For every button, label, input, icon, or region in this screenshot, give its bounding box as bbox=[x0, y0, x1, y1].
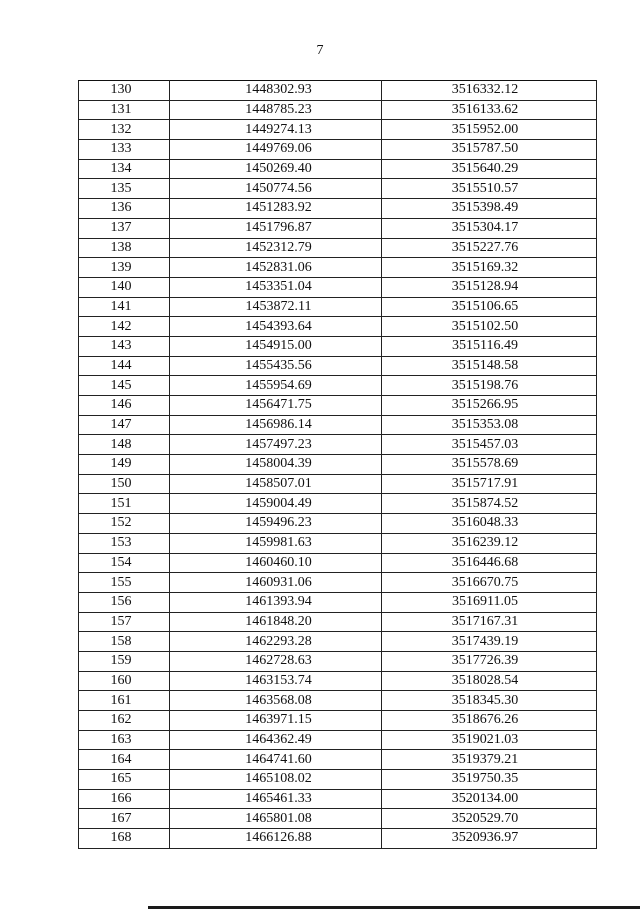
y-coordinate-cell: 3515102.50 bbox=[382, 317, 597, 337]
table-row bbox=[79, 376, 597, 396]
table-row bbox=[79, 711, 597, 731]
point-number-cell: 167 bbox=[79, 809, 170, 829]
point-number-cell: 156 bbox=[79, 592, 170, 612]
y-coordinate-cell: 3515874.52 bbox=[382, 494, 597, 514]
table-row bbox=[79, 573, 597, 593]
y-coordinate-cell: 3516133.62 bbox=[382, 100, 597, 120]
point-number-cell: 133 bbox=[79, 140, 170, 160]
point-number-cell: 157 bbox=[79, 612, 170, 632]
y-coordinate-cell: 3515353.08 bbox=[382, 415, 597, 435]
table-row bbox=[79, 612, 597, 632]
table-row bbox=[79, 435, 597, 455]
x-coordinate-cell: 1453351.04 bbox=[170, 277, 382, 297]
y-coordinate-cell: 3515106.65 bbox=[382, 297, 597, 317]
point-number-cell: 159 bbox=[79, 651, 170, 671]
x-coordinate-cell: 1452312.79 bbox=[170, 238, 382, 258]
y-coordinate-cell: 3517167.31 bbox=[382, 612, 597, 632]
y-coordinate-cell: 3517726.39 bbox=[382, 651, 597, 671]
page-number: 7 bbox=[316, 43, 324, 58]
bottom-rule bbox=[148, 906, 640, 909]
table-row bbox=[79, 691, 597, 711]
y-coordinate-cell: 3515717.91 bbox=[382, 474, 597, 494]
y-coordinate-cell: 3515457.03 bbox=[382, 435, 597, 455]
y-coordinate-cell: 3515398.49 bbox=[382, 199, 597, 219]
x-coordinate-cell: 1465461.33 bbox=[170, 789, 382, 809]
x-coordinate-cell: 1462293.28 bbox=[170, 632, 382, 652]
x-coordinate-cell: 1449274.13 bbox=[170, 120, 382, 140]
point-number-cell: 152 bbox=[79, 514, 170, 534]
table-row bbox=[79, 159, 597, 179]
table-row bbox=[79, 770, 597, 790]
y-coordinate-cell: 3515128.94 bbox=[382, 277, 597, 297]
table-row bbox=[79, 455, 597, 475]
x-coordinate-cell: 1454393.64 bbox=[170, 317, 382, 337]
x-coordinate-cell: 1463153.74 bbox=[170, 671, 382, 691]
y-coordinate-cell: 3515952.00 bbox=[382, 120, 597, 140]
x-coordinate-cell: 1448302.93 bbox=[170, 81, 382, 101]
table-row bbox=[79, 81, 597, 101]
point-number-cell: 139 bbox=[79, 258, 170, 278]
table-row bbox=[79, 651, 597, 671]
x-coordinate-cell: 1455435.56 bbox=[170, 356, 382, 376]
y-coordinate-cell: 3519379.21 bbox=[382, 750, 597, 770]
x-coordinate-cell: 1449769.06 bbox=[170, 140, 382, 160]
table-row bbox=[79, 592, 597, 612]
point-number-cell: 136 bbox=[79, 199, 170, 219]
x-coordinate-cell: 1456986.14 bbox=[170, 415, 382, 435]
y-coordinate-cell: 3515640.29 bbox=[382, 159, 597, 179]
point-number-cell: 147 bbox=[79, 415, 170, 435]
point-number-cell: 149 bbox=[79, 455, 170, 475]
point-number-cell: 148 bbox=[79, 435, 170, 455]
point-number-cell: 146 bbox=[79, 396, 170, 416]
coordinates-table-body bbox=[79, 81, 597, 849]
x-coordinate-cell: 1465108.02 bbox=[170, 770, 382, 790]
table-row bbox=[79, 238, 597, 258]
point-number-cell: 138 bbox=[79, 238, 170, 258]
x-coordinate-cell: 1451796.87 bbox=[170, 218, 382, 238]
table-row bbox=[79, 218, 597, 238]
table-row bbox=[79, 671, 597, 691]
table-row bbox=[79, 829, 597, 849]
table-row bbox=[79, 258, 597, 278]
point-number-cell: 158 bbox=[79, 632, 170, 652]
table-row bbox=[79, 396, 597, 416]
table-row bbox=[79, 199, 597, 219]
point-number-cell: 161 bbox=[79, 691, 170, 711]
table-row bbox=[79, 494, 597, 514]
point-number-cell: 151 bbox=[79, 494, 170, 514]
table-row bbox=[79, 632, 597, 652]
x-coordinate-cell: 1458004.39 bbox=[170, 455, 382, 475]
point-number-cell: 145 bbox=[79, 376, 170, 396]
y-coordinate-cell: 3516911.05 bbox=[382, 592, 597, 612]
table-row bbox=[79, 277, 597, 297]
x-coordinate-cell: 1453872.11 bbox=[170, 297, 382, 317]
x-coordinate-cell: 1459981.63 bbox=[170, 533, 382, 553]
table-row bbox=[79, 356, 597, 376]
x-coordinate-cell: 1460931.06 bbox=[170, 573, 382, 593]
point-number-cell: 141 bbox=[79, 297, 170, 317]
point-number-cell: 168 bbox=[79, 829, 170, 849]
table-row bbox=[79, 750, 597, 770]
y-coordinate-cell: 3515227.76 bbox=[382, 238, 597, 258]
table-row bbox=[79, 140, 597, 160]
y-coordinate-cell: 3515304.17 bbox=[382, 218, 597, 238]
point-number-cell: 135 bbox=[79, 179, 170, 199]
point-number-cell: 163 bbox=[79, 730, 170, 750]
y-coordinate-cell: 3515510.57 bbox=[382, 179, 597, 199]
point-number-cell: 155 bbox=[79, 573, 170, 593]
x-coordinate-cell: 1466126.88 bbox=[170, 829, 382, 849]
x-coordinate-cell: 1463568.08 bbox=[170, 691, 382, 711]
x-coordinate-cell: 1465801.08 bbox=[170, 809, 382, 829]
point-number-cell: 154 bbox=[79, 553, 170, 573]
x-coordinate-cell: 1455954.69 bbox=[170, 376, 382, 396]
y-coordinate-cell: 3520134.00 bbox=[382, 789, 597, 809]
point-number-cell: 165 bbox=[79, 770, 170, 790]
y-coordinate-cell: 3516670.75 bbox=[382, 573, 597, 593]
point-number-cell: 166 bbox=[79, 789, 170, 809]
point-number-cell: 144 bbox=[79, 356, 170, 376]
x-coordinate-cell: 1448785.23 bbox=[170, 100, 382, 120]
x-coordinate-cell: 1451283.92 bbox=[170, 199, 382, 219]
table-row bbox=[79, 100, 597, 120]
table-row bbox=[79, 553, 597, 573]
x-coordinate-cell: 1461848.20 bbox=[170, 612, 382, 632]
point-number-cell: 164 bbox=[79, 750, 170, 770]
x-coordinate-cell: 1450269.40 bbox=[170, 159, 382, 179]
point-number-cell: 162 bbox=[79, 711, 170, 731]
point-number-cell: 142 bbox=[79, 317, 170, 337]
point-number-cell: 131 bbox=[79, 100, 170, 120]
y-coordinate-cell: 3520529.70 bbox=[382, 809, 597, 829]
y-coordinate-cell: 3519750.35 bbox=[382, 770, 597, 790]
table-row bbox=[79, 533, 597, 553]
point-number-cell: 132 bbox=[79, 120, 170, 140]
table-row bbox=[79, 474, 597, 494]
y-coordinate-cell: 3516048.33 bbox=[382, 514, 597, 534]
table-row bbox=[79, 809, 597, 829]
table-row bbox=[79, 297, 597, 317]
y-coordinate-cell: 3517439.19 bbox=[382, 632, 597, 652]
y-coordinate-cell: 3516239.12 bbox=[382, 533, 597, 553]
y-coordinate-cell: 3515198.76 bbox=[382, 376, 597, 396]
point-number-cell: 130 bbox=[79, 81, 170, 101]
y-coordinate-cell: 3516446.68 bbox=[382, 553, 597, 573]
y-coordinate-cell: 3519021.03 bbox=[382, 730, 597, 750]
table-row bbox=[79, 317, 597, 337]
y-coordinate-cell: 3515266.95 bbox=[382, 396, 597, 416]
table-row bbox=[79, 120, 597, 140]
y-coordinate-cell: 3515787.50 bbox=[382, 140, 597, 160]
x-coordinate-cell: 1452831.06 bbox=[170, 258, 382, 278]
y-coordinate-cell: 3520936.97 bbox=[382, 829, 597, 849]
x-coordinate-cell: 1464362.49 bbox=[170, 730, 382, 750]
x-coordinate-cell: 1450774.56 bbox=[170, 179, 382, 199]
x-coordinate-cell: 1460460.10 bbox=[170, 553, 382, 573]
y-coordinate-cell: 3518028.54 bbox=[382, 671, 597, 691]
point-number-cell: 150 bbox=[79, 474, 170, 494]
y-coordinate-cell: 3516332.12 bbox=[382, 81, 597, 101]
x-coordinate-cell: 1458507.01 bbox=[170, 474, 382, 494]
x-coordinate-cell: 1457497.23 bbox=[170, 435, 382, 455]
x-coordinate-cell: 1463971.15 bbox=[170, 711, 382, 731]
y-coordinate-cell: 3518676.26 bbox=[382, 711, 597, 731]
coordinates-table-container bbox=[78, 80, 597, 849]
table-row bbox=[79, 514, 597, 534]
point-number-cell: 143 bbox=[79, 336, 170, 356]
point-number-cell: 153 bbox=[79, 533, 170, 553]
y-coordinate-cell: 3515116.49 bbox=[382, 336, 597, 356]
point-number-cell: 134 bbox=[79, 159, 170, 179]
y-coordinate-cell: 3515578.69 bbox=[382, 455, 597, 475]
table-row bbox=[79, 336, 597, 356]
x-coordinate-cell: 1456471.75 bbox=[170, 396, 382, 416]
table-row bbox=[79, 415, 597, 435]
point-number-cell: 140 bbox=[79, 277, 170, 297]
x-coordinate-cell: 1464741.60 bbox=[170, 750, 382, 770]
y-coordinate-cell: 3515148.58 bbox=[382, 356, 597, 376]
table-row bbox=[79, 730, 597, 750]
x-coordinate-cell: 1459496.23 bbox=[170, 514, 382, 534]
x-coordinate-cell: 1454915.00 bbox=[170, 336, 382, 356]
point-number-cell: 160 bbox=[79, 671, 170, 691]
coordinates-table bbox=[78, 80, 597, 849]
x-coordinate-cell: 1462728.63 bbox=[170, 651, 382, 671]
x-coordinate-cell: 1459004.49 bbox=[170, 494, 382, 514]
x-coordinate-cell: 1461393.94 bbox=[170, 592, 382, 612]
table-row bbox=[79, 789, 597, 809]
point-number-cell: 137 bbox=[79, 218, 170, 238]
y-coordinate-cell: 3518345.30 bbox=[382, 691, 597, 711]
y-coordinate-cell: 3515169.32 bbox=[382, 258, 597, 278]
table-row bbox=[79, 179, 597, 199]
